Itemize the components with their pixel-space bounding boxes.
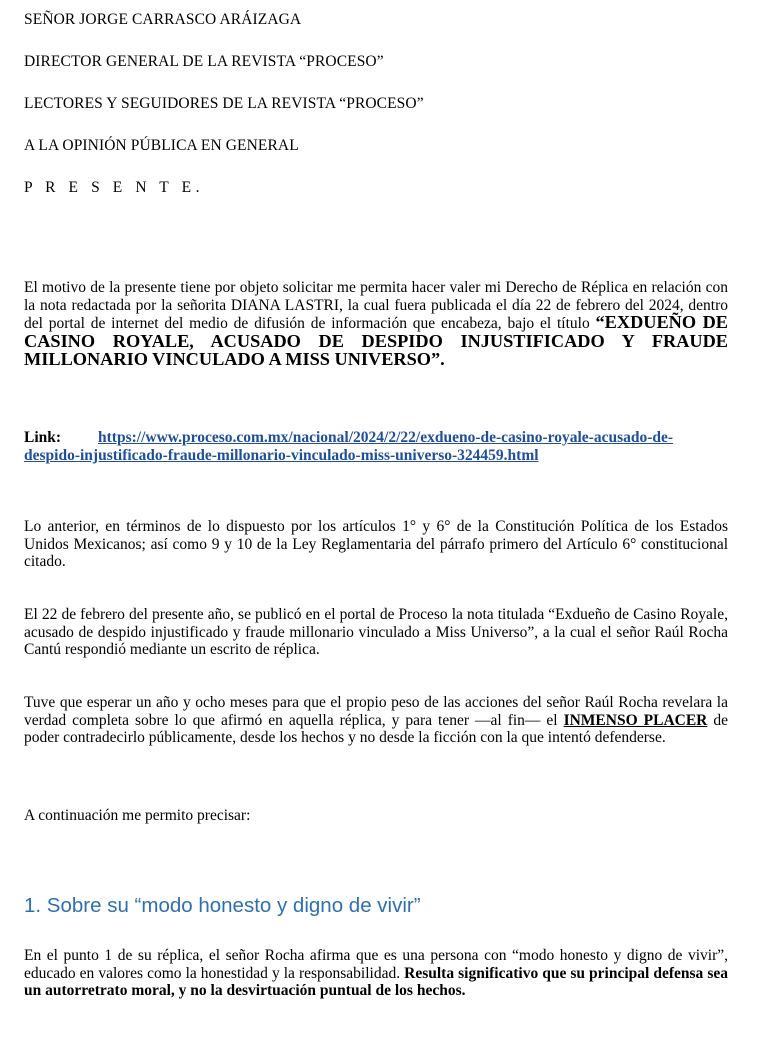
emphasis-text: INMENSO PLACER [563, 711, 708, 729]
publication-paragraph: El 22 de febrero del presente año, se publicó en el portal de Proceso la nota titulada “Exdueño de Casino Royale, acusado de despido injustificado y fraude millonario vinculado a Miss Universo”, a la cual el señor Raúl Rocha Cantú respondió mediante un escrito de réplica. [24, 606, 728, 659]
article-title: “EXDUEÑO DE CASINO ROYALE, ACUSADO DE DESPIDO INJUSTIFICADO Y FRAUDE MILLONARIO VINCULADO A MISS UNIVERSO”. [24, 312, 729, 370]
addressee-title-line: DIRECTOR GENERAL DE LA REVISTA “PROCESO” [24, 53, 384, 70]
link-label: Link: [24, 429, 62, 446]
addressee-line: SEÑOR JORGE CARRASCO ARÁIZAGA [24, 11, 302, 28]
article-link[interactable]: https://www.proceso.com.mx/nacional/2024/2/22/exdueno-de-casino-royale-acusado-de-despido-injustificado-fraude-millonario-vinculado-miss-universo-324459.html [24, 429, 674, 464]
response-text-end: de poder contradecirlo públicamente, desde los hechos y no desde la ficción con la que intentó defenderse. [24, 711, 728, 747]
intro-points-line: A continuación me permito precisar: [24, 807, 251, 824]
section-text: En el punto 1 de su réplica, el señor Rocha afirma que es una persona con “modo honesto y digno de vivir”, educado en valores como la honestidad y la responsabilidad. [24, 947, 728, 982]
section-heading: 1. Sobre su “modo honesto y digno de vivir” [24, 894, 421, 917]
readers-line: LECTORES Y SEGUIDORES DE LA REVISTA “PROCESO” [24, 95, 424, 112]
legal-basis-paragraph: Lo anterior, en términos de lo dispuesto por los artículos 1° y 6° de la Constitución Política de los Estados Unidos Mexicanos; así como 9 y 10 de la Ley Reglamentaria del párrafo primero del Artículo 6° constitucional citado. [24, 518, 728, 571]
link-paragraph [24, 429, 728, 464]
intro-text: El motivo de la presente tiene por objeto solicitar me permita hacer valer mi Derecho de Réplica en relación con la nota redactada por la señorita DIANA LASTRI, la cual fuera publicada el día 22 de febrero del 2024, dentro del portal de internet del medio de difusión de información que encabeza, bajo el título [24, 279, 728, 333]
section-paragraph [24, 947, 728, 1000]
response-text-start: Tuve que esperar un año y ocho meses para que el propio peso de las acciones del señor Raúl Rocha revelara la verdad completa sobre lo que afirmó en aquella réplica, y para tener —al fin— el [24, 694, 728, 729]
presente-line: P R E S E N T E. [24, 179, 205, 196]
section-bold-text: Resulta significativo que su principal defensa sea un autorretrato moral, y no la desvirtuación puntual de los hechos. [24, 964, 728, 1000]
public-opinion-line: A LA OPINIÓN PÚBLICA EN GENERAL [24, 137, 299, 154]
response-paragraph [24, 694, 728, 747]
intro-paragraph [24, 279, 728, 370]
